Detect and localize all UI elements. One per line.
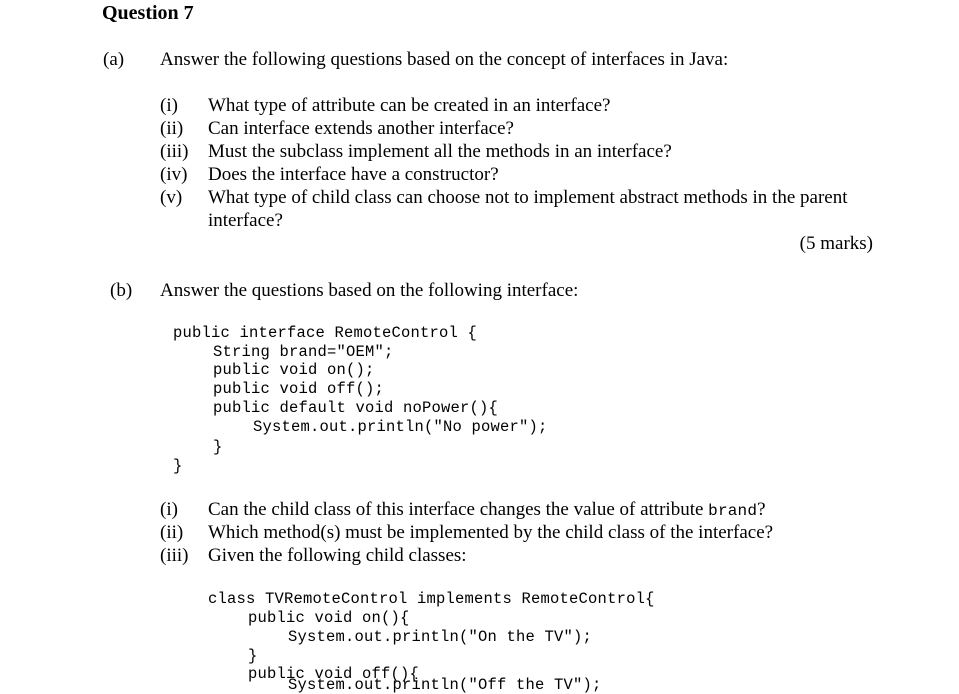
part-b-item-1-tail: ? xyxy=(757,499,766,520)
code-line: } xyxy=(173,457,183,475)
part-b-item-2-text: Which method(s) must be implemented by the child class of the interface? xyxy=(208,522,774,543)
part-a-prompt: Answer the following questions based on the concept of interfaces in Java: xyxy=(160,49,729,70)
part-a-item-4-text: Does the interface have a constructor? xyxy=(208,164,499,185)
part-a-item-2-num: (ii) xyxy=(160,118,184,139)
part-a-item-3-text: Must the subclass implement all the methods in an interface? xyxy=(208,141,672,162)
part-b-item-1-code-word: brand xyxy=(708,502,758,520)
code-line: String brand="OEM"; xyxy=(213,343,394,361)
part-b-item-1-text: Can the child class of this interface changes the value of attribute xyxy=(208,499,704,520)
part-a-item-2-text: Can interface extends another interface? xyxy=(208,118,514,139)
part-a-item-4-num: (iv) xyxy=(160,164,188,185)
part-b-label: (b) xyxy=(110,280,133,301)
code-line: } xyxy=(213,438,223,456)
code-line: public interface RemoteControl { xyxy=(173,324,478,342)
part-a-item-5-num: (v) xyxy=(160,187,183,208)
part-a-marks: (5 marks) xyxy=(799,233,873,254)
code-line: public void off(){ xyxy=(248,665,420,683)
part-a-item-1-text: What type of attribute can be created in an interface? xyxy=(208,95,611,116)
part-b-item-3-num: (iii) xyxy=(160,545,189,566)
code-line: System.out.println("On the TV"); xyxy=(288,628,593,646)
part-b-item-2-num: (ii) xyxy=(160,522,184,543)
cut-off-code-line-wrapper xyxy=(288,676,602,694)
code-line: System.out.println("No power"); xyxy=(253,418,548,436)
code-line: System.out.println("Off the TV"); xyxy=(288,676,602,694)
part-a-item-1-num: (i) xyxy=(160,95,178,116)
code-line: } xyxy=(248,647,258,665)
part-b-item-3-text: Given the following child classes: xyxy=(208,545,467,566)
part-b-prompt: Answer the questions based on the following interface: xyxy=(160,280,579,301)
part-a-item-3-num: (iii) xyxy=(160,141,189,162)
part-a-item-5-text-cont: interface? xyxy=(208,210,283,231)
code-line: class TVRemoteControl implements RemoteControl{ xyxy=(208,590,655,608)
question-title: Question 7 xyxy=(102,2,194,24)
code-line: public default void noPower(){ xyxy=(213,399,499,417)
part-b-item-1 xyxy=(208,499,766,521)
part-a-label: (a) xyxy=(103,49,125,70)
code-line: public void on(){ xyxy=(248,609,410,627)
part-a-item-5-text: What type of child class can choose not to implement abstract methods in the parent xyxy=(208,187,848,208)
code-line: public void off(); xyxy=(213,380,385,398)
code-line: public void on(); xyxy=(213,361,375,379)
part-b-item-1-num: (i) xyxy=(160,499,178,520)
